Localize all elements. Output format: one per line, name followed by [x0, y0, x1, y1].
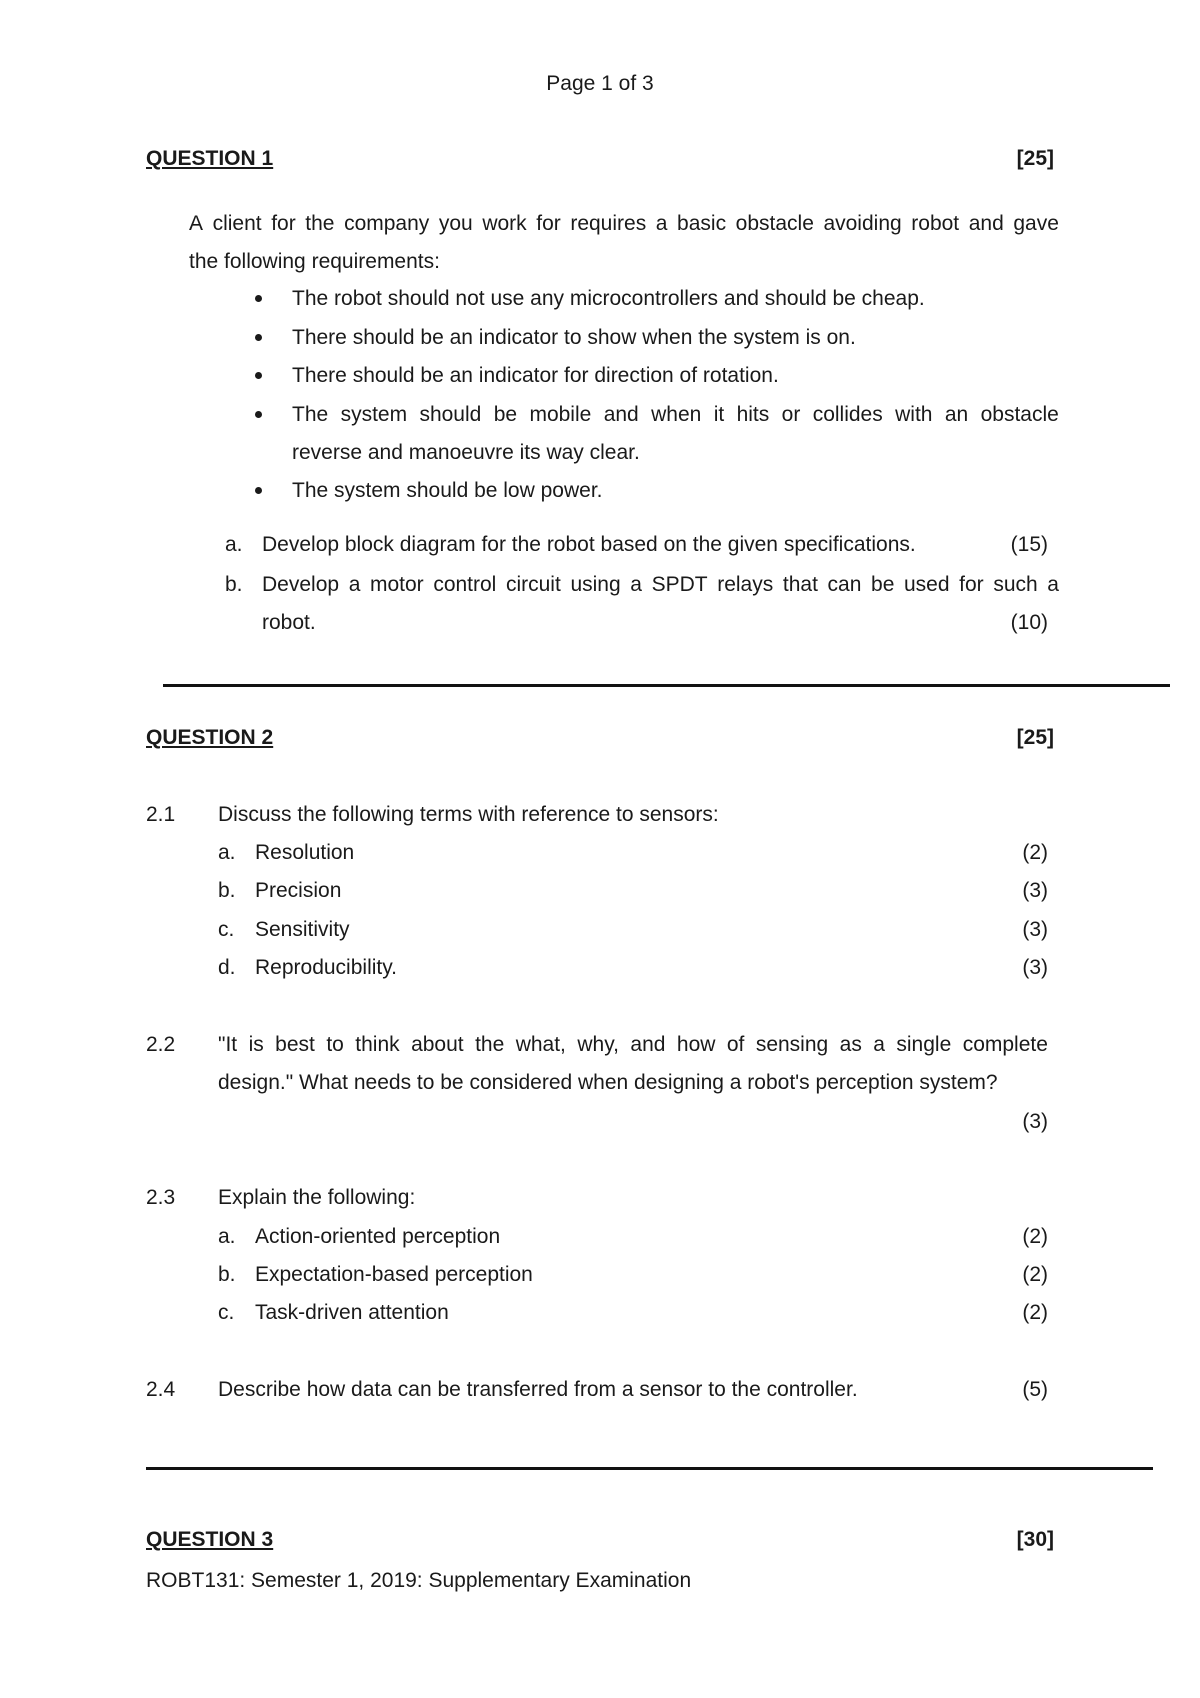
justified-word: relays — [717, 573, 774, 596]
justified-word: when — [651, 403, 702, 426]
justified-word: work — [482, 212, 527, 235]
justified-word: it — [713, 403, 725, 426]
part-text: Develop block diagram for the robot based on the given specifications. — [262, 533, 916, 556]
subquestion-number: 2.1 — [146, 803, 176, 826]
justified-word: A — [189, 212, 204, 235]
justified-word: system — [340, 403, 408, 426]
question-1-intro-line1 — [189, 212, 1059, 236]
item-label: b. — [218, 879, 236, 902]
section-divider — [163, 684, 1170, 687]
question-1-title: QUESTION 1 — [146, 147, 274, 170]
justified-word: a — [630, 573, 642, 596]
part-label: a. — [225, 533, 243, 556]
justified-word: why, — [577, 1033, 619, 1056]
justified-word: obstacle — [980, 403, 1059, 426]
justified-word: a — [348, 573, 361, 596]
justified-word: hits — [736, 403, 770, 426]
item-marks: (3) — [1022, 918, 1048, 941]
part-marks: (10) — [1010, 611, 1048, 634]
bullet-dot — [255, 487, 262, 494]
justified-word: should — [419, 403, 482, 426]
justified-word: single — [896, 1033, 952, 1056]
subquestion-number: 2.4 — [146, 1378, 176, 1401]
justified-word: to — [326, 1033, 344, 1056]
subquestion-number: 2.2 — [146, 1033, 176, 1056]
justified-word: be — [493, 403, 518, 426]
justified-word: and — [968, 212, 1004, 235]
footer-text: ROBT131: Semester 1, 2019: Supplementary Examination — [146, 1569, 692, 1592]
bullet-dot — [255, 411, 262, 418]
item-text: Resolution — [255, 841, 355, 864]
justified-word: best — [275, 1033, 315, 1056]
justified-word: with — [895, 403, 933, 426]
subquestion-text — [218, 1033, 1048, 1057]
page-number: Page 1 of 3 — [546, 72, 654, 95]
justified-word: company — [344, 212, 430, 235]
subquestion-number: 2.3 — [146, 1186, 176, 1209]
requirement-item: The system should be low power. — [292, 479, 603, 502]
justified-word: for — [536, 212, 561, 235]
subquestion-text: Describe how data can be transferred from a sensor to the controller. — [218, 1378, 858, 1401]
justified-word: as — [839, 1033, 862, 1056]
justified-word: for — [271, 212, 296, 235]
question-1-intro-line2: the following requirements: — [189, 250, 440, 273]
justified-word: mobile — [529, 403, 592, 426]
requirement-item-continued: reverse and manoeuvre its way clear. — [292, 441, 640, 464]
justified-word: motor — [370, 573, 424, 596]
justified-word: client — [212, 212, 262, 235]
justified-word: "It — [218, 1033, 238, 1056]
justified-word: what, — [515, 1033, 566, 1056]
justified-word: used — [904, 573, 950, 596]
part-text — [262, 573, 1059, 597]
item-marks: (2) — [1022, 1301, 1048, 1324]
question-2-title: QUESTION 2 — [146, 726, 274, 749]
item-label: a. — [218, 841, 236, 864]
justified-word: obstacle — [735, 212, 814, 235]
justified-word: circuit — [505, 573, 561, 596]
part-marks: (15) — [1010, 533, 1048, 556]
justified-word: an — [944, 403, 969, 426]
justified-word: control — [433, 573, 497, 596]
item-marks: (2) — [1022, 1263, 1048, 1286]
justified-word: basic — [677, 212, 727, 235]
justified-word: for — [959, 573, 984, 596]
subquestion-marks: (5) — [1022, 1378, 1048, 1401]
justified-word: how — [676, 1033, 716, 1056]
item-marks: (2) — [1022, 1225, 1048, 1248]
justified-word: avoiding — [823, 212, 902, 235]
section-divider — [146, 1467, 1153, 1470]
justified-word: and — [603, 403, 639, 426]
subquestion-text: Explain the following: — [218, 1186, 416, 1209]
justified-word: is — [248, 1033, 264, 1056]
question-3-title: QUESTION 3 — [146, 1528, 274, 1551]
justified-word: requires — [570, 212, 647, 235]
justified-word: a — [655, 212, 668, 235]
part-text-continued: robot. — [262, 611, 316, 634]
item-text: Precision — [255, 879, 342, 902]
justified-word: you — [438, 212, 473, 235]
item-text: Action-oriented perception — [255, 1225, 501, 1248]
justified-word: sensing — [755, 1033, 829, 1056]
requirement-item: The robot should not use any microcontrollers and should be cheap. — [292, 287, 925, 310]
subquestion-text: Discuss the following terms with reference to sensors: — [218, 803, 719, 826]
bullet-dot — [255, 334, 262, 341]
item-text: Reproducibility. — [255, 956, 398, 979]
item-marks: (3) — [1022, 879, 1048, 902]
item-marks: (2) — [1022, 841, 1048, 864]
justified-word: SPDT — [651, 573, 708, 596]
justified-word: Develop — [262, 573, 340, 596]
justified-word: The — [292, 403, 329, 426]
justified-word: a — [1047, 573, 1059, 596]
justified-word: a — [873, 1033, 885, 1056]
justified-word: such — [993, 573, 1038, 596]
justified-word: think — [355, 1033, 400, 1056]
question-2-marks: [25] — [1016, 726, 1054, 749]
item-text: Expectation-based perception — [255, 1263, 533, 1286]
justified-word: be — [871, 573, 895, 596]
justified-word: that — [782, 573, 818, 596]
justified-word: and — [630, 1033, 666, 1056]
justified-word: collides — [812, 403, 883, 426]
justified-word: complete — [962, 1033, 1048, 1056]
question-3-marks: [30] — [1016, 1528, 1054, 1551]
bullet-dot — [255, 295, 262, 302]
requirement-item: There should be an indicator to show when the system is on. — [292, 326, 856, 349]
requirement-item — [292, 403, 1059, 427]
justified-word: the — [305, 212, 335, 235]
item-text: Task-driven attention — [255, 1301, 449, 1324]
justified-word: about — [411, 1033, 464, 1056]
part-label: b. — [225, 573, 243, 596]
item-label: c. — [218, 1301, 235, 1324]
justified-word: can — [827, 573, 862, 596]
justified-word: gave — [1013, 212, 1059, 235]
item-text: Sensitivity — [255, 918, 350, 941]
item-marks: (3) — [1022, 956, 1048, 979]
requirement-item: There should be an indicator for direction of rotation. — [292, 364, 779, 387]
item-label: a. — [218, 1225, 236, 1248]
item-label: d. — [218, 956, 236, 979]
item-label: c. — [218, 918, 235, 941]
question-1-marks: [25] — [1016, 147, 1054, 170]
subquestion-marks: (3) — [1022, 1110, 1048, 1133]
justified-word: the — [475, 1033, 505, 1056]
bullet-dot — [255, 372, 262, 379]
justified-word: robot — [911, 212, 960, 235]
item-label: b. — [218, 1263, 236, 1286]
justified-word: or — [781, 403, 801, 426]
justified-word: of — [726, 1033, 745, 1056]
justified-word: using — [570, 573, 621, 596]
subquestion-text-continued: design." What needs to be considered when designing a robot's perception system? — [218, 1071, 998, 1094]
